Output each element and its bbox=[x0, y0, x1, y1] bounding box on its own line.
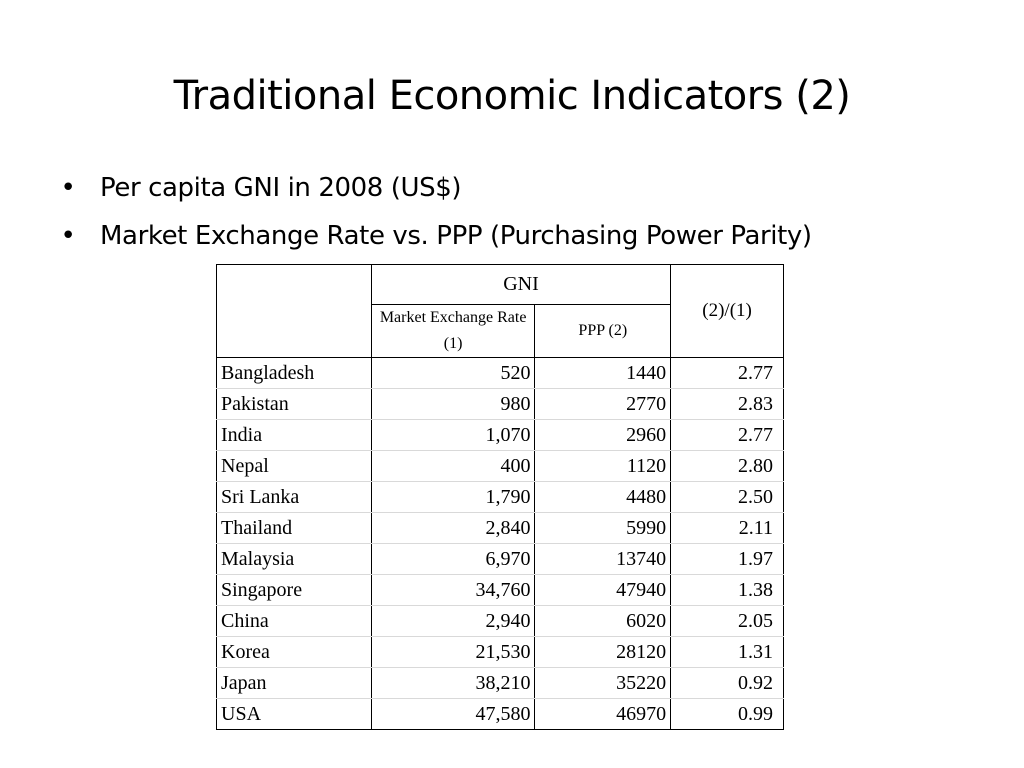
country-cell: Korea bbox=[217, 637, 372, 668]
country-cell: China bbox=[217, 606, 372, 637]
market-rate-cell: 2,840 bbox=[371, 513, 535, 544]
table-row bbox=[217, 668, 784, 699]
market-rate-cell: 34,760 bbox=[371, 575, 535, 606]
ppp-cell: 46970 bbox=[535, 699, 671, 730]
gni-group-header: GNI bbox=[371, 265, 670, 305]
country-cell: Malaysia bbox=[217, 544, 372, 575]
table-row bbox=[217, 389, 784, 420]
country-cell: Singapore bbox=[217, 575, 372, 606]
bullet-text: Per capita GNI in 2008 (US$) bbox=[100, 173, 462, 203]
gni-table bbox=[216, 264, 784, 730]
market-rate-cell: 38,210 bbox=[371, 668, 535, 699]
bullet-item bbox=[58, 166, 812, 214]
bullet-item bbox=[58, 214, 812, 262]
ppp-header: PPP (2) bbox=[535, 305, 671, 358]
country-cell: USA bbox=[217, 699, 372, 730]
table-row bbox=[217, 699, 784, 730]
ppp-cell: 2770 bbox=[535, 389, 671, 420]
ratio-cell: 0.92 bbox=[671, 668, 784, 699]
ppp-cell: 6020 bbox=[535, 606, 671, 637]
bullet-text: Market Exchange Rate vs. PPP (Purchasing Power Parity) bbox=[100, 221, 812, 251]
country-cell: India bbox=[217, 420, 372, 451]
country-cell: Japan bbox=[217, 668, 372, 699]
market-rate-cell: 520 bbox=[371, 358, 535, 389]
ppp-cell: 4480 bbox=[535, 482, 671, 513]
market-rate-cell: 980 bbox=[371, 389, 535, 420]
bullet-dot-icon: • bbox=[60, 173, 76, 203]
ratio-cell: 1.97 bbox=[671, 544, 784, 575]
market-rate-cell: 47,580 bbox=[371, 699, 535, 730]
table-body bbox=[217, 358, 784, 730]
ppp-cell: 5990 bbox=[535, 513, 671, 544]
table-header bbox=[217, 265, 784, 358]
ppp-cell: 2960 bbox=[535, 420, 671, 451]
ratio-cell: 2.05 bbox=[671, 606, 784, 637]
country-cell: Bangladesh bbox=[217, 358, 372, 389]
market-rate-cell: 21,530 bbox=[371, 637, 535, 668]
country-header-cell bbox=[217, 265, 372, 358]
country-cell: Sri Lanka bbox=[217, 482, 372, 513]
country-cell: Thailand bbox=[217, 513, 372, 544]
market-rate-cell: 6,970 bbox=[371, 544, 535, 575]
ratio-cell: 1.38 bbox=[671, 575, 784, 606]
ratio-cell: 2.11 bbox=[671, 513, 784, 544]
table-row bbox=[217, 451, 784, 482]
table-row bbox=[217, 420, 784, 451]
table-row bbox=[217, 544, 784, 575]
bullet-dot-icon: • bbox=[60, 221, 76, 251]
ppp-cell: 1120 bbox=[535, 451, 671, 482]
ratio-cell: 2.77 bbox=[671, 358, 784, 389]
ppp-cell: 28120 bbox=[535, 637, 671, 668]
ratio-cell: 1.31 bbox=[671, 637, 784, 668]
ratio-cell: 2.50 bbox=[671, 482, 784, 513]
ppp-cell: 1440 bbox=[535, 358, 671, 389]
ppp-cell: 35220 bbox=[535, 668, 671, 699]
country-cell: Pakistan bbox=[217, 389, 372, 420]
ppp-cell: 13740 bbox=[535, 544, 671, 575]
market-rate-cell: 1,790 bbox=[371, 482, 535, 513]
bullet-list bbox=[58, 166, 812, 262]
ratio-cell: 2.77 bbox=[671, 420, 784, 451]
table-row bbox=[217, 513, 784, 544]
table-row bbox=[217, 606, 784, 637]
market-rate-cell: 400 bbox=[371, 451, 535, 482]
table-row bbox=[217, 482, 784, 513]
country-cell: Nepal bbox=[217, 451, 372, 482]
table-row bbox=[217, 637, 784, 668]
market-rate-cell: 1,070 bbox=[371, 420, 535, 451]
ratio-header: (2)/(1) bbox=[671, 265, 784, 358]
market-rate-cell: 2,940 bbox=[371, 606, 535, 637]
ratio-cell: 0.99 bbox=[671, 699, 784, 730]
market-rate-header: Market Exchange Rate (1) bbox=[371, 305, 535, 358]
ratio-cell: 2.80 bbox=[671, 451, 784, 482]
table-row bbox=[217, 358, 784, 389]
slide-title: Traditional Economic Indicators (2) bbox=[173, 73, 851, 119]
ppp-cell: 47940 bbox=[535, 575, 671, 606]
ratio-cell: 2.83 bbox=[671, 389, 784, 420]
table-row bbox=[217, 575, 784, 606]
